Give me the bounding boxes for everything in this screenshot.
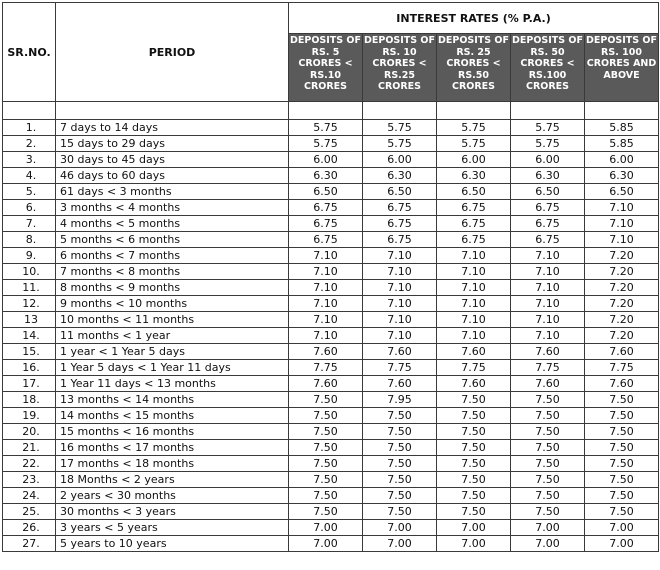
table-row <box>3 472 659 488</box>
rate-cell: 7.60 <box>363 376 437 392</box>
rate-cell: 6.75 <box>289 232 363 248</box>
table-row <box>3 328 659 344</box>
rate-cell: 7.10 <box>289 296 363 312</box>
table-row <box>3 216 659 232</box>
rate-cell: 7.50 <box>289 472 363 488</box>
rate-cell: 7.50 <box>437 504 511 520</box>
sr-no-cell: 23. <box>3 472 56 488</box>
sr-no-cell: 2. <box>3 136 56 152</box>
rate-cell: 7.10 <box>585 232 659 248</box>
table-row <box>3 296 659 312</box>
rate-cell: 7.50 <box>585 504 659 520</box>
table-row <box>3 152 659 168</box>
rate-cell: 7.50 <box>437 472 511 488</box>
rate-cell: 7.50 <box>511 504 585 520</box>
period-cell: 7 days to 14 days <box>56 120 289 136</box>
rate-cell: 6.75 <box>363 232 437 248</box>
rate-cell: 7.50 <box>289 424 363 440</box>
rate-cell: 7.10 <box>437 312 511 328</box>
rate-cell: 7.00 <box>289 536 363 552</box>
rate-cell: 7.00 <box>437 520 511 536</box>
spacer-row <box>3 102 659 120</box>
rate-cell: 6.00 <box>585 152 659 168</box>
table-row <box>3 280 659 296</box>
rate-cell: 7.50 <box>289 440 363 456</box>
rate-cell: 7.00 <box>511 536 585 552</box>
period-cell: 4 months < 5 months <box>56 216 289 232</box>
rate-cell: 7.10 <box>511 312 585 328</box>
table-row <box>3 536 659 552</box>
sr-no-cell: 14. <box>3 328 56 344</box>
period-cell: 9 months < 10 months <box>56 296 289 312</box>
rate-cell: 7.60 <box>289 376 363 392</box>
rate-cell: 6.75 <box>289 200 363 216</box>
rate-cell: 7.50 <box>363 472 437 488</box>
rate-cell: 7.50 <box>363 408 437 424</box>
rate-cell: 7.10 <box>289 328 363 344</box>
table-row <box>3 184 659 200</box>
period-cell: 30 months < 3 years <box>56 504 289 520</box>
sr-no-cell: 13 <box>3 312 56 328</box>
rate-cell: 7.10 <box>437 296 511 312</box>
rate-cell: 7.75 <box>585 360 659 376</box>
period-cell: 3 years < 5 years <box>56 520 289 536</box>
rate-cell: 7.10 <box>363 280 437 296</box>
rate-cell: 7.00 <box>511 520 585 536</box>
rate-cell: 7.10 <box>363 296 437 312</box>
rate-cell: 6.00 <box>437 152 511 168</box>
rate-cell: 5.75 <box>437 136 511 152</box>
rate-cell: 7.10 <box>585 216 659 232</box>
rate-cell: 6.75 <box>289 216 363 232</box>
period-cell: 15 months < 16 months <box>56 424 289 440</box>
sr-no-cell: 12. <box>3 296 56 312</box>
rate-cell: 7.60 <box>437 344 511 360</box>
sr-no-header: SR.NO. <box>3 3 56 102</box>
sr-no-cell: 19. <box>3 408 56 424</box>
rate-cell: 5.85 <box>585 120 659 136</box>
rate-cell: 7.75 <box>511 360 585 376</box>
rate-cell: 7.60 <box>585 344 659 360</box>
rate-cell: 7.20 <box>585 248 659 264</box>
rate-cell: 6.50 <box>289 184 363 200</box>
sr-no-cell: 16. <box>3 360 56 376</box>
rate-cell: 5.75 <box>363 136 437 152</box>
category-header-25-50: DEPOSITS OF RS. 25 CRORES < RS.50 CRORES <box>437 34 511 102</box>
period-cell: 5 years to 10 years <box>56 536 289 552</box>
rate-cell: 7.60 <box>511 376 585 392</box>
sr-no-cell: 21. <box>3 440 56 456</box>
rate-cell: 7.10 <box>511 296 585 312</box>
rate-cell: 7.50 <box>289 408 363 424</box>
rate-cell: 7.50 <box>585 488 659 504</box>
rate-cell: 7.50 <box>437 440 511 456</box>
rate-cell: 7.10 <box>511 280 585 296</box>
rate-cell: 7.50 <box>437 488 511 504</box>
table-row <box>3 200 659 216</box>
rate-cell: 7.50 <box>289 488 363 504</box>
rate-cell: 6.75 <box>363 216 437 232</box>
sr-no-cell: 24. <box>3 488 56 504</box>
rate-cell: 6.30 <box>289 168 363 184</box>
rate-cell: 7.50 <box>585 472 659 488</box>
rate-cell: 6.50 <box>363 184 437 200</box>
sr-no-cell: 20. <box>3 424 56 440</box>
table-row <box>3 360 659 376</box>
rate-cell: 5.75 <box>511 120 585 136</box>
period-cell: 7 months < 8 months <box>56 264 289 280</box>
rate-cell: 6.75 <box>511 232 585 248</box>
rate-cell: 7.50 <box>363 440 437 456</box>
sr-no-cell: 11. <box>3 280 56 296</box>
rate-cell: 7.20 <box>585 312 659 328</box>
rate-cell: 7.50 <box>363 424 437 440</box>
rate-cell: 7.50 <box>511 392 585 408</box>
rate-cell: 6.50 <box>511 184 585 200</box>
table-row <box>3 488 659 504</box>
rate-cell: 5.75 <box>289 120 363 136</box>
table-row <box>3 136 659 152</box>
period-cell: 17 months < 18 months <box>56 456 289 472</box>
period-cell: 18 Months < 2 years <box>56 472 289 488</box>
rate-cell: 6.75 <box>437 200 511 216</box>
rate-rows <box>3 120 659 552</box>
rate-cell: 7.60 <box>585 376 659 392</box>
rate-cell: 7.20 <box>585 264 659 280</box>
rate-cell: 7.50 <box>363 488 437 504</box>
period-cell: 11 months < 1 year <box>56 328 289 344</box>
period-cell: 5 months < 6 months <box>56 232 289 248</box>
table-row <box>3 456 659 472</box>
table-row <box>3 408 659 424</box>
rate-cell: 5.75 <box>437 120 511 136</box>
rate-cell: 6.30 <box>363 168 437 184</box>
rate-cell: 6.75 <box>437 232 511 248</box>
sr-no-cell: 17. <box>3 376 56 392</box>
rate-cell: 6.30 <box>437 168 511 184</box>
rate-cell: 7.50 <box>289 504 363 520</box>
period-cell: 1 Year 11 days < 13 months <box>56 376 289 392</box>
rate-cell: 7.20 <box>585 328 659 344</box>
interest-rates-header: INTEREST RATES (% P.A.) <box>289 3 659 34</box>
rate-cell: 6.75 <box>437 216 511 232</box>
category-header-10-25: DEPOSITS OF RS. 10 CRORES < RS.25 CRORES <box>363 34 437 102</box>
table-row <box>3 120 659 136</box>
rate-cell: 7.00 <box>363 536 437 552</box>
rate-cell: 7.50 <box>585 424 659 440</box>
period-cell: 1 Year 5 days < 1 Year 11 days <box>56 360 289 376</box>
period-cell: 8 months < 9 months <box>56 280 289 296</box>
rate-cell: 7.50 <box>585 392 659 408</box>
rate-cell: 7.10 <box>511 248 585 264</box>
sr-no-cell: 7. <box>3 216 56 232</box>
rate-cell: 7.10 <box>289 280 363 296</box>
rate-cell: 7.60 <box>437 376 511 392</box>
rate-cell: 7.50 <box>585 408 659 424</box>
rate-cell: 7.75 <box>289 360 363 376</box>
rate-cell: 7.50 <box>511 440 585 456</box>
category-header-5-10: DEPOSITS OF RS. 5 CRORES < RS.10 CRORES <box>289 34 363 102</box>
period-cell: 16 months < 17 months <box>56 440 289 456</box>
rate-cell: 7.10 <box>289 264 363 280</box>
period-cell: 15 days to 29 days <box>56 136 289 152</box>
rate-cell: 6.50 <box>437 184 511 200</box>
rate-cell: 5.85 <box>585 136 659 152</box>
sr-no-cell: 25. <box>3 504 56 520</box>
period-cell: 30 days to 45 days <box>56 152 289 168</box>
period-cell: 46 days to 60 days <box>56 168 289 184</box>
rate-cell: 7.50 <box>511 456 585 472</box>
rate-cell: 7.10 <box>289 312 363 328</box>
period-cell: 2 years < 30 months <box>56 488 289 504</box>
sr-no-cell: 6. <box>3 200 56 216</box>
rate-cell: 7.50 <box>511 472 585 488</box>
rate-cell: 6.50 <box>585 184 659 200</box>
rate-cell: 7.10 <box>437 328 511 344</box>
period-cell: 61 days < 3 months <box>56 184 289 200</box>
table-row <box>3 440 659 456</box>
rate-cell: 5.75 <box>289 136 363 152</box>
rate-cell: 7.50 <box>437 456 511 472</box>
rate-cell: 7.50 <box>289 392 363 408</box>
rate-cell: 7.20 <box>585 280 659 296</box>
table-row <box>3 344 659 360</box>
rate-cell: 7.50 <box>511 408 585 424</box>
rate-cell: 7.50 <box>363 456 437 472</box>
sr-no-cell: 18. <box>3 392 56 408</box>
table-row <box>3 424 659 440</box>
rate-cell: 7.00 <box>437 536 511 552</box>
rate-cell: 6.30 <box>511 168 585 184</box>
category-header-50-100: DEPOSITS OF RS. 50 CRORES < RS.100 CRORES <box>511 34 585 102</box>
rate-cell: 7.10 <box>511 328 585 344</box>
rate-cell: 7.00 <box>585 536 659 552</box>
period-cell: 10 months < 11 months <box>56 312 289 328</box>
table-row <box>3 264 659 280</box>
rate-cell: 7.50 <box>585 440 659 456</box>
rate-cell: 7.10 <box>585 200 659 216</box>
rate-cell: 7.10 <box>437 264 511 280</box>
rate-cell: 7.10 <box>437 280 511 296</box>
rate-cell: 6.00 <box>511 152 585 168</box>
rate-cell: 7.10 <box>363 248 437 264</box>
rate-cell: 7.50 <box>585 456 659 472</box>
sr-no-cell: 26. <box>3 520 56 536</box>
rate-cell: 7.50 <box>511 424 585 440</box>
rate-cell: 7.50 <box>437 424 511 440</box>
rate-cell: 5.75 <box>511 136 585 152</box>
rate-cell: 6.75 <box>511 216 585 232</box>
rate-cell: 7.00 <box>289 520 363 536</box>
period-cell: 13 months < 14 months <box>56 392 289 408</box>
sr-no-cell: 8. <box>3 232 56 248</box>
period-cell: 6 months < 7 months <box>56 248 289 264</box>
rate-cell: 7.50 <box>363 504 437 520</box>
rate-cell: 6.30 <box>585 168 659 184</box>
sr-no-cell: 1. <box>3 120 56 136</box>
rate-cell: 7.20 <box>585 296 659 312</box>
rate-cell: 7.50 <box>437 392 511 408</box>
rate-cell: 7.60 <box>511 344 585 360</box>
rate-cell: 7.75 <box>363 360 437 376</box>
sr-no-cell: 5. <box>3 184 56 200</box>
rate-cell: 7.95 <box>363 392 437 408</box>
sr-no-cell: 4. <box>3 168 56 184</box>
table-row <box>3 376 659 392</box>
sr-no-cell: 22. <box>3 456 56 472</box>
rate-cell: 7.10 <box>437 248 511 264</box>
rate-cell: 7.00 <box>585 520 659 536</box>
table-row <box>3 392 659 408</box>
sr-no-cell: 3. <box>3 152 56 168</box>
rate-cell: 5.75 <box>363 120 437 136</box>
period-header: PERIOD <box>56 3 289 102</box>
rate-cell: 7.50 <box>289 456 363 472</box>
rate-cell: 7.10 <box>363 264 437 280</box>
table-row <box>3 232 659 248</box>
sr-no-cell: 10. <box>3 264 56 280</box>
rate-cell: 7.50 <box>437 408 511 424</box>
table-row <box>3 520 659 536</box>
rate-cell: 7.60 <box>289 344 363 360</box>
sr-no-cell: 15. <box>3 344 56 360</box>
rate-cell: 7.10 <box>511 264 585 280</box>
rate-cell: 7.60 <box>363 344 437 360</box>
period-cell: 14 months < 15 months <box>56 408 289 424</box>
category-header-100-above: DEPOSITS OF RS. 100 CRORES AND ABOVE <box>585 34 659 102</box>
period-cell: 1 year < 1 Year 5 days <box>56 344 289 360</box>
period-cell: 3 months < 4 months <box>56 200 289 216</box>
rate-cell: 7.10 <box>363 312 437 328</box>
rate-cell: 7.10 <box>289 248 363 264</box>
sr-no-cell: 27. <box>3 536 56 552</box>
sr-no-cell: 9. <box>3 248 56 264</box>
rate-cell: 7.10 <box>363 328 437 344</box>
table-row <box>3 168 659 184</box>
table-row <box>3 248 659 264</box>
rate-cell: 6.75 <box>363 200 437 216</box>
interest-rate-table <box>2 2 659 552</box>
table-row <box>3 312 659 328</box>
table-row <box>3 504 659 520</box>
rate-cell: 6.00 <box>289 152 363 168</box>
rate-cell: 6.75 <box>511 200 585 216</box>
rate-cell: 7.50 <box>511 488 585 504</box>
rate-cell: 6.00 <box>363 152 437 168</box>
rate-cell: 7.75 <box>437 360 511 376</box>
rate-cell: 7.00 <box>363 520 437 536</box>
